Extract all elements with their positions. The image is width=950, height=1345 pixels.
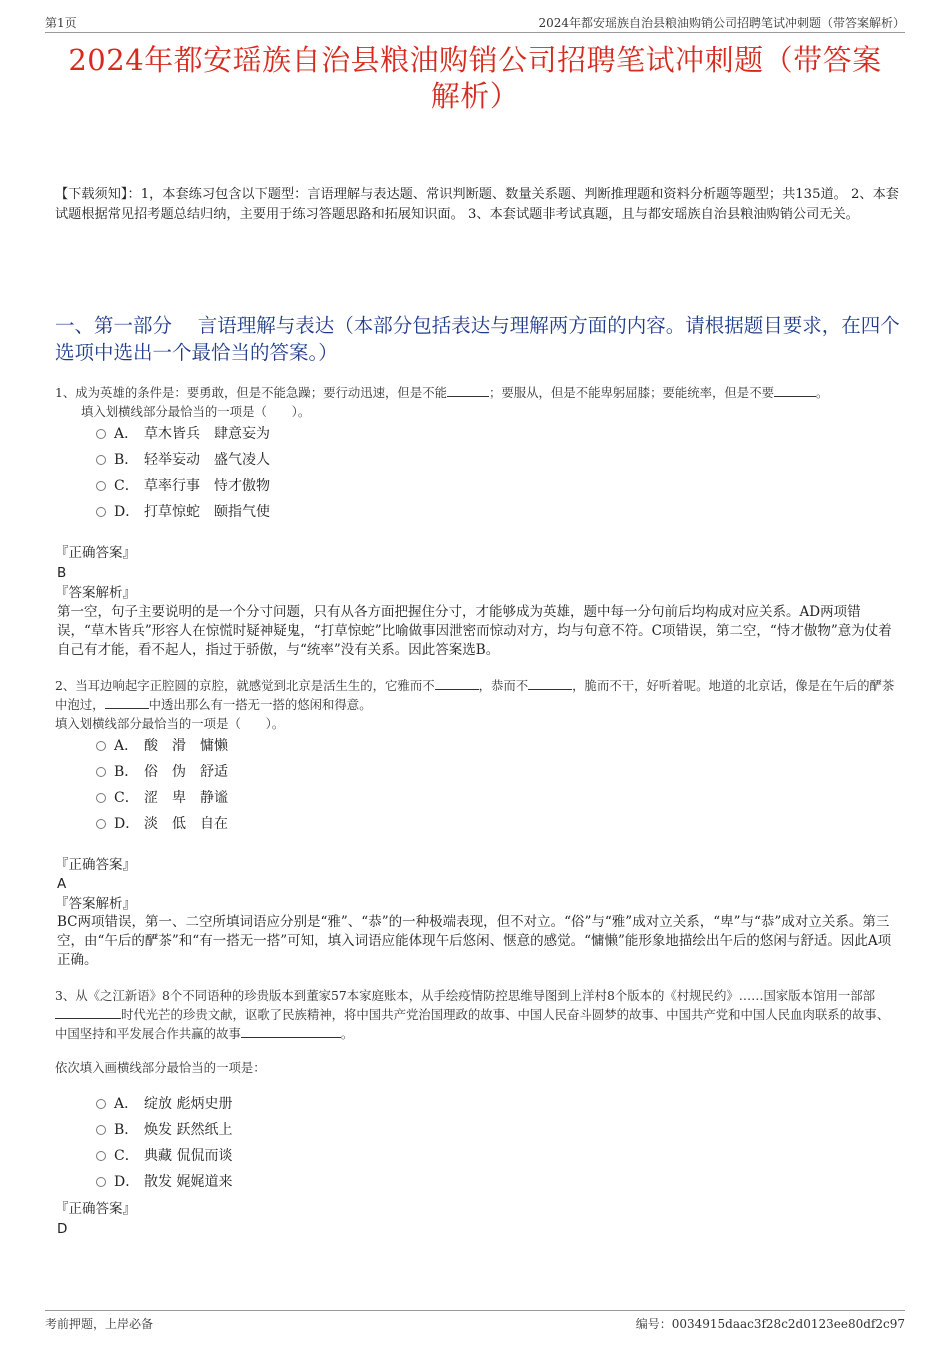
download-notice: 【下载须知】：1，本套练习包含以下题型：言语理解与表达题、常识判断题、数量关系题、判断推理题和资料分析题等题型；共135道。 2、本套试题根据常见招考题总结归纳，主要用于练习答题思路和拓展知识面。 3、本套试题非考试真题，且与都安瑶族自治县粮油购销公司无关。 — [55, 187, 899, 222]
question-3-stem: 3、从《之江新语》8个不同语种的珍贵版本到董家57本家庭账本，从手绘疫情防控思维导图到上洋村8个版本的《村规民约》……国家版本馆用一部部时代光芒的珍贵文献，讴歌了民族精神，将中国共产党治国理政的故事、中国人民奋斗圆梦的故事、中国共产党和中国人民血肉联系的故事、中国坚持和平发展合作共赢的故事 。 — [55, 988, 890, 1041]
document-title — [45, 42, 905, 114]
question-3-prompt: 依次填入画横线部分最恰当的一项是： — [55, 1060, 266, 1075]
footer-slogan: 考前押题，上岸必备 — [45, 1317, 154, 1331]
radio-icon[interactable] — [96, 819, 106, 829]
page-footer — [45, 1310, 905, 1331]
question-2-stem: 2、当耳边响起字正腔圆的京腔，就感觉到北京是活生生的，它雅而不 ，恭而不 ，脆而不干，好听着呢。地道的北京话，像是在午后的酽茶中泡过， 中透出那么有一搭无一搭的悠闲和得意。 — [55, 678, 895, 712]
q2-answer-label: 『正确答案』 — [55, 857, 136, 873]
document-id: 编号：0034915daac3f28c2d0123ee80df2c97 — [635, 1317, 905, 1331]
q1-explanation: 第一空，句子主要说明的是一个分寸问题，只有从各方面把握住分寸，才能够成为英雄，题中每一分句前后均构成对应关系。AD两项错误，“草木皆兵”形容人在惊慌时疑神疑鬼，“打草惊蛇”比喻做事因泄密而惊动对方，均与句意不符。C项错误，第二空，“恃才傲物”意为仗着自己有才能，看不起人，指过于骄傲，与“统率”没有关系。因此答案选B。 — [57, 604, 892, 658]
document-page: 第1页 2024年都安瑶族自治县粮油购销公司招聘笔试冲刺题（带答案解析） 2024年都安瑶族自治县粮油购销公司招聘笔试冲刺题（带答案 解析） 【下载须知】：1，本套练习包含以下题型：言语理解与表达题、常识判断题、数量关系题、判断推理题和资料分析题等题型；共135道。 2、本套试题根据常见招考题总结归纳，主要用于练习答题思路和拓展知识面。 3、本套试题非考试真题，且与都安瑶族自治县粮油购销公司无关。 一、第一部分 言语理解与表达（本部分包括表达与理解两方面的内容。请根据题目要求，在四个选项中选出一个最恰当的答案。） 1、成为英雄的条件是：要勇敢，但是不能急躁；要行动迅速，但是不能 ；要服从，但是不能卑躬屈膝；要能统率，但是不要 。 填入划横线部分最恰当的一项是（ ）。 A． 草木皆兵 肆意妄为 B． 轻举妄动 盛气凌人 C． 草率行事 恃才傲物 D． 打草惊蛇 颐指气使 『正确答案』 B 『答案解析』 第一空，句子主要说明的是一个分寸问题，只有从各方面把握住分寸，才能够成为英雄，题中每一分句前后均构成对应关系。AD两项错误，“草木皆兵”形容人在惊慌时疑神疑鬼，“打草惊蛇”比喻做事因泄密而惊动对方，均与句意不符。C项错误，第二空，“恃才傲物”意为仗着自己有才能，看不起人，指过于骄傲，与“统率”没有关系。因此答案选B。 2、当耳边响起字正腔圆的京腔，就感觉到北京是活生生的，它雅而不 ，恭而不 ，脆而不干，好听着呢。地道的北京话，像是在午后的酽茶中泡过， 中透出那么有一搭无一搭的悠闲和得意。 填入划横线部分最恰当的一项是（ ）。 A． 酸 滑 慵懒 B． 俗 伪 舒适 C． 涩 卑 静谧 D． 淡 低 自在 『正确答案』 A 『答案解析』 BC两项错误，第一、二空所填词语应分别是“雅”、“恭”的一种极端表现，但不对立。“俗”与“雅”成对立关系，“卑”与“恭”成对立关系。第三空，由“午后的酽茶”和“有一搭无一搭”可知，填入词语应能体现午后悠闲、惬意的感觉。“慵懒”能形象地描绘出午后的悠闲与舒适。因此A项正确。 3、从《之江新语》8个不同语种的珍贵版本到董家57本家庭账本，从手绘疫情防控思维导图到上洋村8个版本的《村规民约》……国家版本馆用一部部时代光芒的珍贵文献，讴歌了民族精神，将中国共产党治国理政的故事、中国人民奋斗圆梦的故事、中国共产党和中国人民血肉联系的故事、中国坚持和平发展合作共赢的故事 。 依次填入画横线部分最恰当的一项是： A． 绽放 彪炳史册 B． 焕发 跃然纸上 C． 典藏 侃侃而谈 D． 散发 娓娓道来 『正确答案』 D 考前押题，上岸必备 编号：0034915daac3f28c2d0123ee80df2c97 — [45, 16, 905, 1331]
question-2 — [55, 676, 900, 733]
radio-icon[interactable] — [96, 507, 106, 517]
question-2-prompt: 填入划横线部分最恰当的一项是（ ）。 — [55, 716, 285, 731]
q3-answer-label: 『正确答案』 — [55, 1201, 136, 1217]
radio-icon[interactable] — [96, 1125, 106, 1135]
q2-explanation: BC两项错误，第一、二空所填词语应分别是“雅”、“恭”的一种极端表现，但不对立。“俗”与“雅”成对立关系，“卑”与“恭”成对立关系。第三空，由“午后的酽茶”和“有一搭无一搭”可知，填入词语应能体现午后悠闲、惬意的感觉。“慵懒”能形象地描绘出午后的悠闲与舒适。因此A项正确。 — [57, 914, 892, 968]
header-doc-title: 2024年都安瑶族自治县粮油购销公司招聘笔试冲刺题（带答案解析） — [538, 16, 905, 30]
radio-icon[interactable] — [96, 1177, 106, 1187]
question-1 — [55, 383, 900, 421]
radio-icon[interactable] — [96, 1151, 106, 1161]
page-number: 第1页 — [45, 16, 77, 30]
radio-icon[interactable] — [96, 455, 106, 465]
q1-analysis-label: 『答案解析』 — [55, 585, 136, 601]
q3-answer: D — [57, 1221, 68, 1237]
title-line-1: 2024年都安瑶族自治县粮油购销公司招聘笔试冲刺题（带答案 — [68, 43, 882, 77]
q1-answer-label: 『正确答案』 — [55, 545, 136, 561]
page-header — [45, 14, 905, 33]
q1-answer: B — [57, 565, 67, 581]
title-line-2: 解析） — [430, 79, 520, 113]
radio-icon[interactable] — [96, 429, 106, 439]
radio-icon[interactable] — [96, 767, 106, 777]
q2-answer: A — [57, 876, 67, 892]
section-title: 一、第一部分 言语理解与表达（本部分包括表达与理解两方面的内容。请根据题目要求，在四个选项中选出一个最恰当的答案。） — [55, 314, 900, 364]
question-1-stem: 1、成为英雄的条件是：要勇敢，但是不能急躁；要行动迅速，但是不能 ；要服从，但是不能卑躬屈膝；要能统率，但是不要 。 — [55, 385, 829, 400]
question-3 — [55, 986, 900, 1043]
question-1-prompt: 填入划横线部分最恰当的一项是（ ）。 — [81, 404, 311, 419]
radio-icon[interactable] — [96, 793, 106, 803]
radio-icon[interactable] — [96, 481, 106, 491]
radio-icon[interactable] — [96, 1099, 106, 1109]
q2-analysis-label: 『答案解析』 — [55, 896, 136, 912]
radio-icon[interactable] — [96, 741, 106, 751]
